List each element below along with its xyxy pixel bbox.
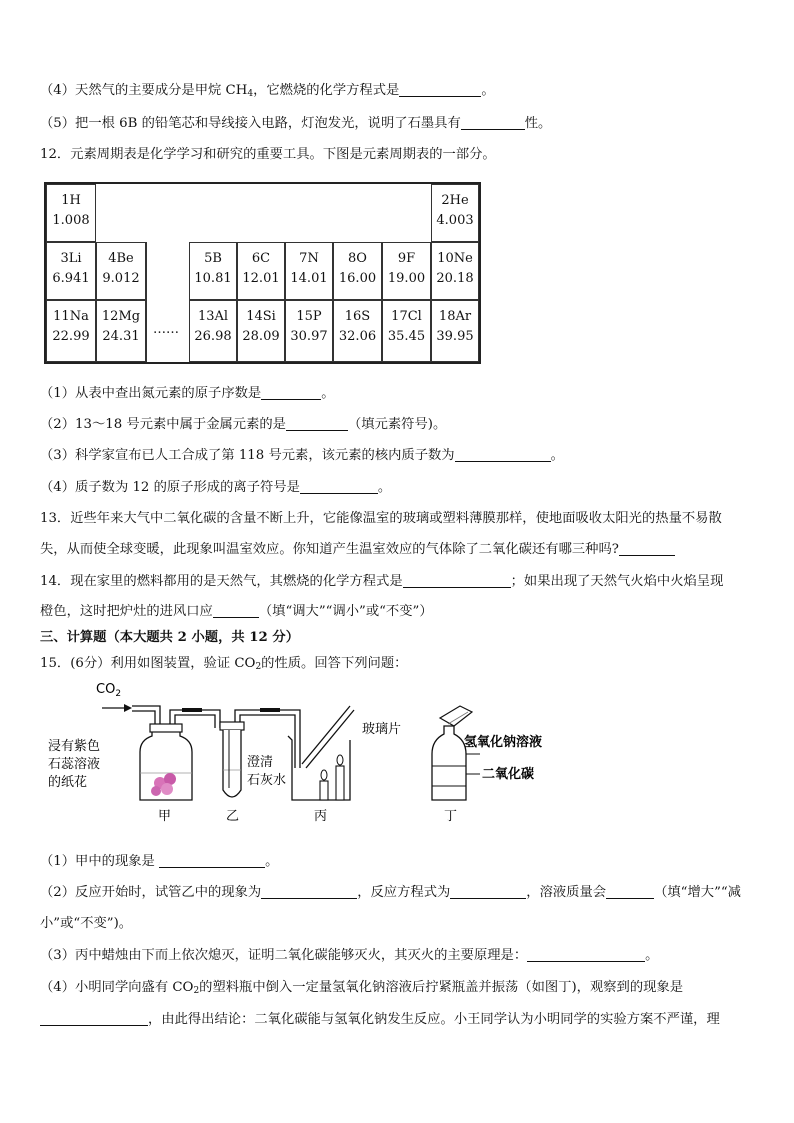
q15-part3: （3）丙中蜡烛由下而上依次熄灭，证明二氧化碳能够灭火，其灭火的主要原理是： 。: [40, 948, 659, 963]
q12-part2: （2）13～18 号元素中属于金属元素的是 （填元素符号)。: [40, 417, 447, 432]
svg-text:的纸花: 的纸花: [48, 775, 88, 790]
q12-part4: （4）质子数为 12 的原子形成的离子符号是 。: [40, 480, 392, 495]
answer-blank[interactable]: [450, 885, 526, 899]
q12-part3: （3）科学家宣布已人工合成了第 118 号元素，该元素的核内质子数为 。: [40, 448, 564, 463]
answer-blank[interactable]: [159, 854, 265, 868]
element-cell: 2He 4.003: [431, 184, 479, 242]
answer-blank[interactable]: [261, 386, 321, 400]
element-cell: 1H 1.008: [46, 184, 96, 242]
svg-text:澄清: 澄清: [247, 755, 274, 770]
element-cell: 12Mg 24.31: [96, 300, 146, 362]
q15-part2-line1: （2）反应开始时，试管乙中的现象为 ，反应方程式为 ，溶液质量会 （填“增大”“减: [40, 885, 741, 900]
svg-text:石灰水: 石灰水: [247, 773, 287, 788]
q14-line1: 14．现在家里的燃料都用的是天然气，其燃烧的化学方程式是 ；如果出现了天然气火焰中火焰呈现: [40, 574, 724, 589]
element-cell: 13Al 26.98: [189, 300, 237, 362]
experiment-apparatus-figure: [40, 678, 600, 828]
svg-text:二氧化碳: 二氧化碳: [482, 767, 535, 782]
section-heading: 三、计算题（本大题共 2 小题，共 12 分）: [40, 630, 300, 645]
svg-text:乙: 乙: [226, 809, 240, 824]
element-cell: 15P 30.97: [285, 300, 333, 362]
svg-text:氢氧化钠溶液: 氢氧化钠溶液: [464, 735, 543, 750]
table-ellipsis: ……: [153, 322, 179, 337]
answer-blank[interactable]: [40, 1012, 148, 1026]
element-cell: 11Na 22.99: [46, 300, 96, 362]
q12-stem: 12．元素周期表是化学学习和研究的重要工具。下图是元素周期表的一部分。: [40, 147, 496, 162]
q15-part2-line2: 小”或“不变”)。: [40, 916, 133, 931]
q15-part4-line1: （4）小明同学向盛有 $CO_2$的塑料瓶中倒入一定量氢氧化钠溶液后拧紧瓶盖并振荡（如图丁)，观察到的现象是: [40, 980, 684, 996]
answer-blank[interactable]: [300, 480, 378, 494]
svg-text:丙: 丙: [314, 809, 328, 824]
q15-part1: （1）甲中的现象是 。: [40, 854, 279, 869]
answer-blank[interactable]: [403, 574, 511, 588]
q15-stem: 15．(6分）利用如图装置，验证 $CO_2$的性质。回答下列问题：: [40, 656, 408, 672]
element-cell: 7N 14.01: [285, 242, 333, 300]
svg-text:玻璃片: 玻璃片: [362, 722, 402, 737]
svg-text:浸有紫色: 浸有紫色: [48, 739, 101, 754]
element-cell: 14Si 28.09: [237, 300, 285, 362]
answer-blank[interactable]: [527, 948, 645, 962]
answer-blank[interactable]: [261, 885, 357, 899]
svg-text:甲: 甲: [158, 809, 172, 824]
q13-line2: 失，从而使全球变暖，此现象叫温室效应。你知道产生温室效应的气体除了二氧化碳还有哪三种吗?: [40, 541, 675, 559]
element-cell: 16S 32.06: [333, 300, 382, 362]
beaker-bing: [288, 706, 354, 800]
gas-bottle-jia: [140, 724, 192, 800]
answer-blank[interactable]: [461, 116, 525, 130]
co2-label: $CO_2$: [96, 682, 122, 699]
plastic-bottle-ding: [432, 706, 480, 800]
q11-part5: （5）把一根 6B 的铅笔芯和导线接入电路，灯泡发光，说明了石墨具有 性。: [40, 116, 552, 131]
q15-part4-line2: ，由此得出结论：二氧化碳能与氢氧化钠发生反应。小王同学认为小明同学的实验方案不严谨，理: [40, 1011, 720, 1029]
q13-line1: 13．近些年来大气中二氧化碳的含量不断上升，它能像温室的玻璃或塑料薄膜那样，使地面吸收太阳光的热量不易散: [40, 511, 722, 526]
svg-text:石蕊溶液: 石蕊溶液: [48, 757, 101, 772]
element-cell: 18Ar 39.95: [431, 300, 479, 362]
element-cell: 6C 12.01: [237, 242, 285, 300]
element-cell: 5B 10.81: [189, 242, 237, 300]
periodic-table: [44, 182, 481, 364]
element-cell: 4Be 9.012: [96, 242, 146, 300]
element-cell: 9F 19.00: [382, 242, 431, 300]
answer-blank[interactable]: [455, 448, 551, 462]
q14-line2: 橙色，这时把炉灶的进风口应 （填“调大”“调小”或“不变”）: [40, 604, 433, 619]
test-tube-yi: [220, 722, 244, 797]
answer-blank[interactable]: [286, 417, 348, 431]
element-cell: 10Ne 20.18: [431, 242, 479, 300]
answer-blank[interactable]: [399, 83, 481, 97]
element-cell: 3Li 6.941: [46, 242, 96, 300]
element-cell: 17Cl 35.45: [382, 300, 431, 362]
answer-blank[interactable]: [619, 542, 675, 556]
arrow-right-icon: [102, 704, 132, 712]
svg-text:丁: 丁: [444, 809, 458, 824]
answer-blank[interactable]: [213, 604, 259, 618]
q12-part1: （1）从表中查出氮元素的原子序数是 。: [40, 386, 335, 401]
answer-blank[interactable]: [606, 885, 654, 899]
element-cell: 8O 16.00: [333, 242, 382, 300]
q11-part4: （4）天然气的主要成分是甲烷 $CH_4$，它燃烧的化学方程式是 。: [40, 83, 495, 99]
